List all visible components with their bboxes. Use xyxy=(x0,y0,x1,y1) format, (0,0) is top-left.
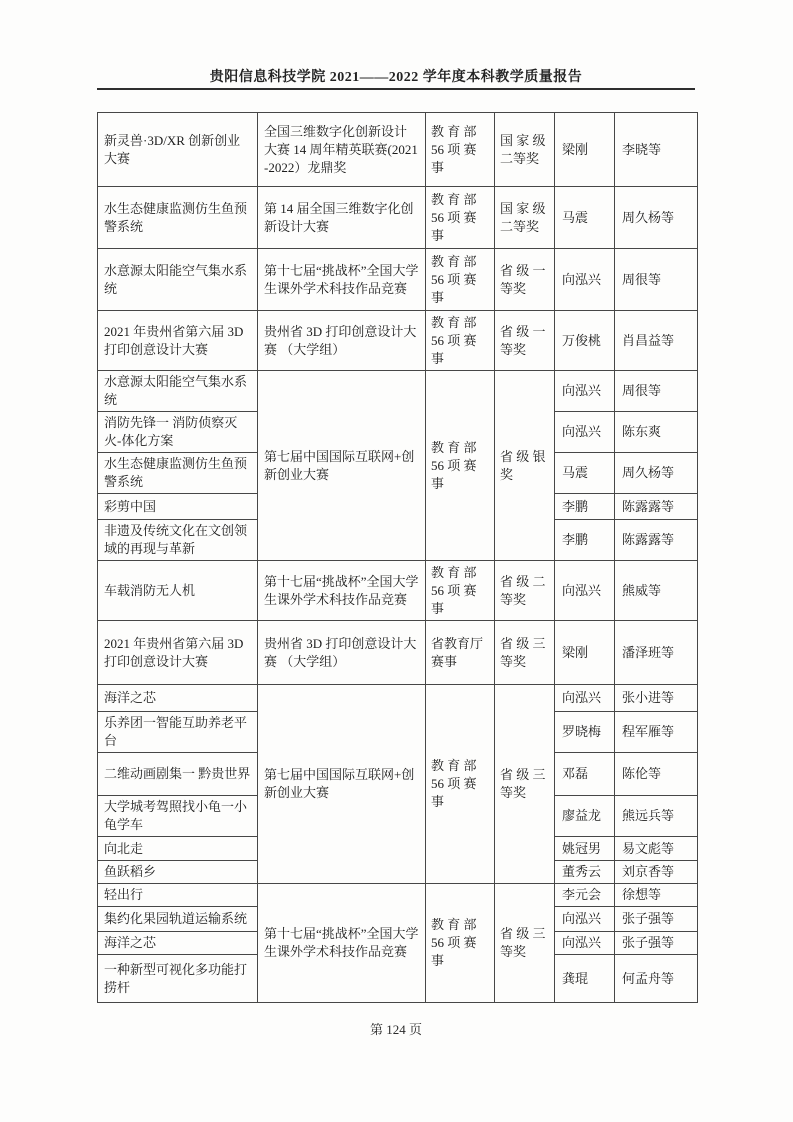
table-row xyxy=(98,685,698,712)
cell-competition: 贵州省 3D 打印创意设计大赛 （大学组） xyxy=(258,621,426,685)
cell-teacher: 向泓兴 xyxy=(555,932,615,955)
table-row xyxy=(98,187,698,249)
cell-project: 彩剪中国 xyxy=(98,494,258,520)
cell-teacher: 龚琨 xyxy=(555,955,615,1003)
cell-teacher: 邓磊 xyxy=(555,753,615,796)
cell-project: 水生态健康监测仿生鱼预警系统 xyxy=(98,187,258,249)
cell-students: 陈露露等 xyxy=(615,520,698,561)
cell-project: 水意源太阳能空气集水系统 xyxy=(98,249,258,311)
cell-competition: 第十七届“挑战杯”全国大学生课外学术科技作品竞赛 xyxy=(258,884,426,1003)
cell-event-type: 教 育 部 56 项 赛 事 xyxy=(426,884,495,1003)
cell-teacher: 马震 xyxy=(555,187,615,249)
cell-competition: 第 14 届全国三维数字化创新设计大赛 xyxy=(258,187,426,249)
cell-project: 乐养团一智能互助养老平台 xyxy=(98,712,258,753)
cell-competition: 第十七届“挑战杯”全国大学生课外学术科技作品竞赛 xyxy=(258,249,426,311)
cell-students: 张子强等 xyxy=(615,907,698,932)
cell-event-type: 教 育 部 56 项 赛 事 xyxy=(426,561,495,621)
cell-project: 水生态健康监测仿生鱼预警系统 xyxy=(98,453,258,494)
table-row xyxy=(98,249,698,311)
cell-competition: 贵州省 3D 打印创意设计大赛 （大学组） xyxy=(258,311,426,371)
cell-teacher: 万俊桃 xyxy=(555,311,615,371)
cell-project: 二维动画剧集一 黔贵世界 xyxy=(98,753,258,796)
cell-award-level: 省 级 三 等奖 xyxy=(495,884,555,1003)
cell-event-type: 教 育 部 56 项 赛 事 xyxy=(426,371,495,561)
cell-award-level: 省 级 一 等奖 xyxy=(495,249,555,311)
cell-students: 肖昌益等 xyxy=(615,311,698,371)
cell-teacher: 李鹏 xyxy=(555,520,615,561)
cell-award-level: 省 级 二 等奖 xyxy=(495,561,555,621)
cell-teacher: 向泓兴 xyxy=(555,412,615,453)
cell-students: 徐想等 xyxy=(615,884,698,907)
cell-teacher: 向泓兴 xyxy=(555,907,615,932)
header-divider xyxy=(97,88,695,90)
cell-teacher: 姚冠男 xyxy=(555,837,615,861)
cell-students: 周久杨等 xyxy=(615,453,698,494)
cell-event-type: 教 育 部 56 项 赛 事 xyxy=(426,249,495,311)
cell-project: 非遗及传统文化在文创领域的再现与革新 xyxy=(98,520,258,561)
cell-project: 鱼跃稻乡 xyxy=(98,861,258,884)
cell-project: 海洋之芯 xyxy=(98,932,258,955)
cell-teacher: 马震 xyxy=(555,453,615,494)
page-footer xyxy=(97,1019,695,1038)
cell-students: 潘泽班等 xyxy=(615,621,698,685)
cell-project: 一种新型可视化多功能打捞杆 xyxy=(98,955,258,1003)
cell-award-level: 省 级 银 奖 xyxy=(495,371,555,561)
cell-students: 周很等 xyxy=(615,371,698,412)
cell-teacher: 向泓兴 xyxy=(555,249,615,311)
cell-teacher: 李元会 xyxy=(555,884,615,907)
cell-competition: 第七届中国国际互联网+创新创业大赛 xyxy=(258,371,426,561)
cell-award-level: 国 家 级 二等奖 xyxy=(495,113,555,187)
cell-teacher: 李鹏 xyxy=(555,494,615,520)
cell-students: 熊威等 xyxy=(615,561,698,621)
cell-students: 程军雁等 xyxy=(615,712,698,753)
page-number: 第 124 页 xyxy=(369,1022,422,1037)
cell-project: 海洋之芯 xyxy=(98,685,258,712)
cell-students: 易文彪等 xyxy=(615,837,698,861)
cell-students: 刘京香等 xyxy=(615,861,698,884)
cell-project: 大学城考驾照找小龟一小龟学车 xyxy=(98,796,258,837)
cell-project: 车载消防无人机 xyxy=(98,561,258,621)
cell-event-type: 教 育 部 56 项 赛 事 xyxy=(426,187,495,249)
cell-teacher: 廖益龙 xyxy=(555,796,615,837)
cell-competition: 第十七届“挑战杯”全国大学生课外学术科技作品竞赛 xyxy=(258,561,426,621)
cell-event-type: 教 育 部 56 项 赛 事 xyxy=(426,113,495,187)
table-row xyxy=(98,621,698,685)
cell-project: 消防先锋一 消防侦察灭火-体化方案 xyxy=(98,412,258,453)
cell-students: 陈露露等 xyxy=(615,494,698,520)
cell-award-level: 省 级 一 等奖 xyxy=(495,311,555,371)
cell-teacher: 罗晓梅 xyxy=(555,712,615,753)
cell-event-type: 教 育 部 56 项 赛 事 xyxy=(426,685,495,884)
cell-project: 新灵兽·3D/XR 创新创业大赛 xyxy=(98,113,258,187)
cell-students: 张子强等 xyxy=(615,932,698,955)
cell-teacher: 向泓兴 xyxy=(555,685,615,712)
table-row xyxy=(98,561,698,621)
cell-project: 2021 年贵州省第六届 3D 打印创意设计大赛 xyxy=(98,621,258,685)
cell-award-level: 省 级 三 等奖 xyxy=(495,685,555,884)
cell-teacher: 向泓兴 xyxy=(555,561,615,621)
cell-project: 水意源太阳能空气集水系统 xyxy=(98,371,258,412)
cell-students: 何孟舟等 xyxy=(615,955,698,1003)
cell-project: 集约化果园轨道运输系统 xyxy=(98,907,258,932)
table-row xyxy=(98,113,698,187)
cell-students: 李晓等 xyxy=(615,113,698,187)
cell-competition: 全国三维数字化创新设计大赛 14 周年精英联赛(2021 -2022）龙鼎奖 xyxy=(258,113,426,187)
cell-students: 周很等 xyxy=(615,249,698,311)
cell-students: 熊远兵等 xyxy=(615,796,698,837)
cell-award-level: 省 级 三 等奖 xyxy=(495,621,555,685)
page-title: 贵阳信息科技学院 2021——2022 学年度本科教学质量报告 xyxy=(209,70,583,85)
cell-award-level: 国 家 级 二等奖 xyxy=(495,187,555,249)
cell-students: 周久杨等 xyxy=(615,187,698,249)
cell-event-type: 教 育 部 56 项 赛 事 xyxy=(426,311,495,371)
table-row xyxy=(98,371,698,412)
table-row xyxy=(98,884,698,907)
cell-teacher: 向泓兴 xyxy=(555,371,615,412)
cell-project: 2021 年贵州省第六届 3D 打印创意设计大赛 xyxy=(98,311,258,371)
cell-students: 张小进等 xyxy=(615,685,698,712)
cell-event-type: 省教育厅 赛事 xyxy=(426,621,495,685)
cell-competition: 第七届中国国际互联网+创新创业大赛 xyxy=(258,685,426,884)
cell-project: 轻出行 xyxy=(98,884,258,907)
cell-students: 陈伦等 xyxy=(615,753,698,796)
awards-table xyxy=(97,112,698,1003)
table-row xyxy=(98,311,698,371)
cell-project: 向北走 xyxy=(98,837,258,861)
cell-students: 陈东爽 xyxy=(615,412,698,453)
cell-teacher: 董秀云 xyxy=(555,861,615,884)
cell-teacher: 梁刚 xyxy=(555,113,615,187)
cell-teacher: 梁刚 xyxy=(555,621,615,685)
